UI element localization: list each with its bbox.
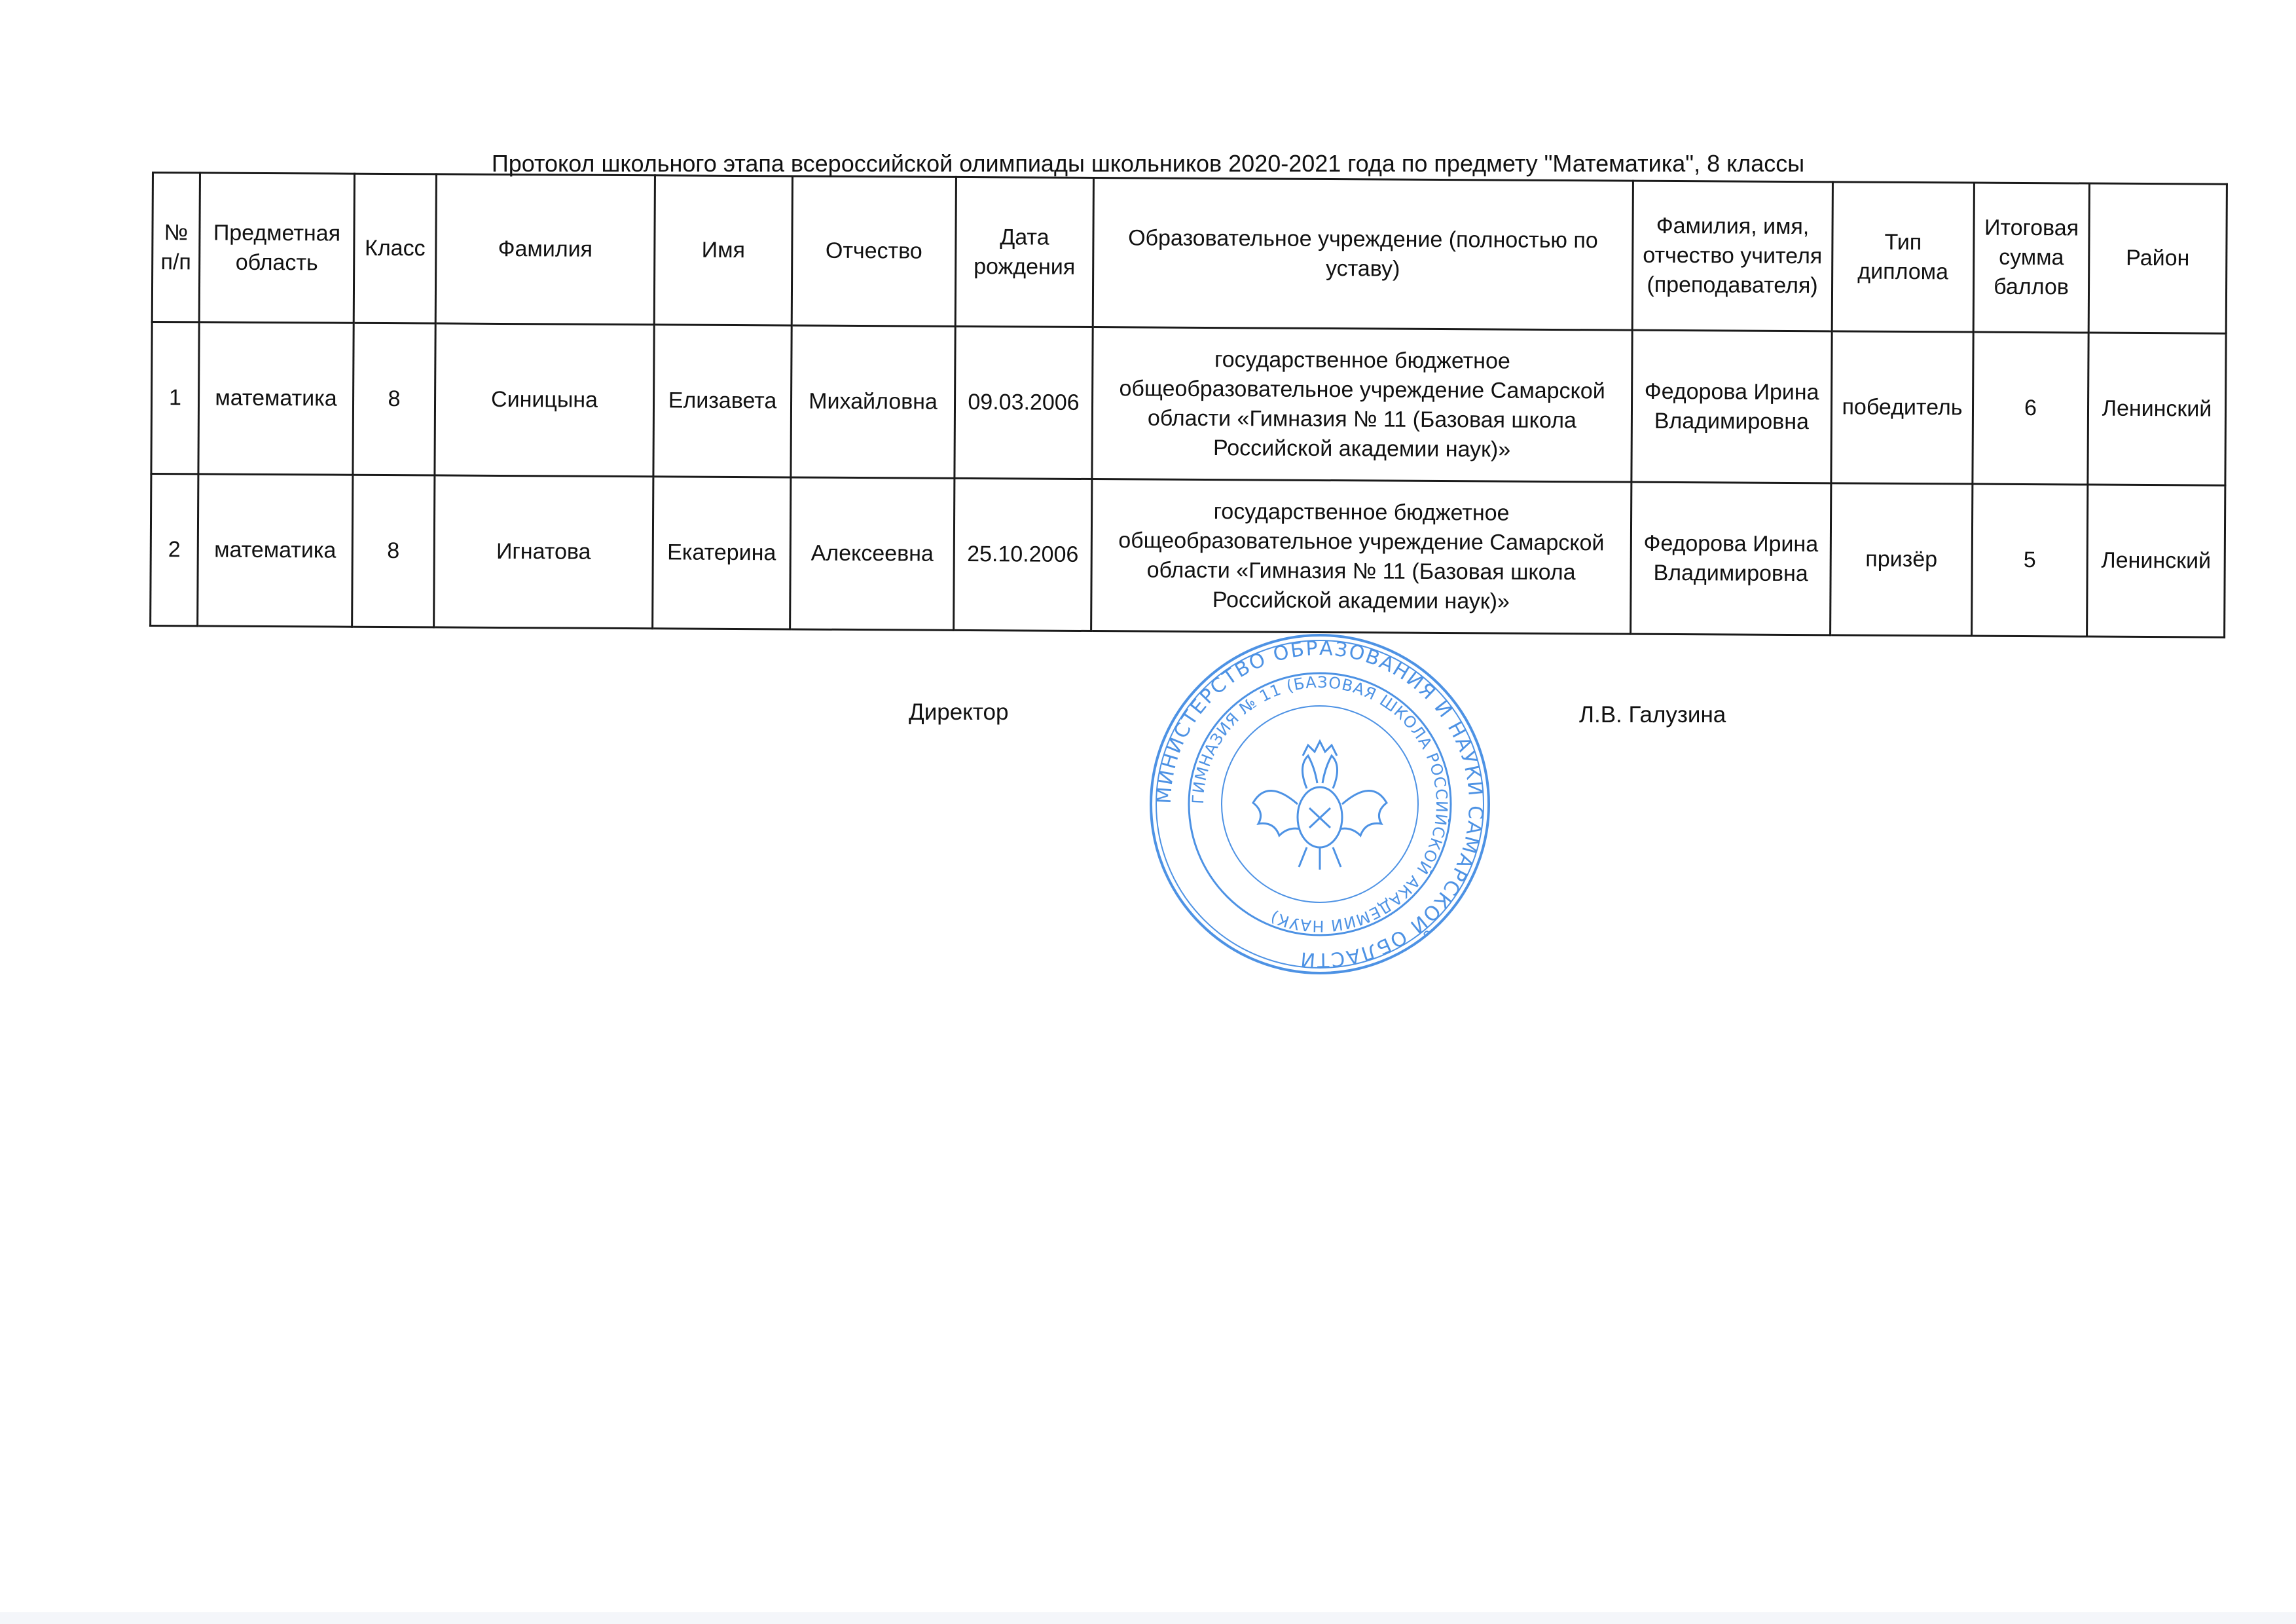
header-surname: Фамилия <box>435 174 655 325</box>
cell-district: Ленинский <box>2088 333 2226 485</box>
cell-grade: 8 <box>352 475 435 627</box>
header-patronymic: Отчество <box>792 176 956 326</box>
cell-score: 6 <box>1973 332 2088 485</box>
header-institution: Образовательное учреждение (полностью по уставу) <box>1093 178 1633 331</box>
table-row <box>151 322 2226 486</box>
cell-institution: государственное бюджетное общеобразовательное учреждение Самарской области «Гимназия № 11 (Базовая школа Российской академии наук)» <box>1092 327 1632 483</box>
cell-subject: математика <box>198 474 353 627</box>
cell-surname: Игнатова <box>434 475 653 629</box>
header-birth-date: Дата рождения <box>955 177 1093 327</box>
director-name: Л.В. Галузина <box>1579 702 1726 728</box>
header-district: Район <box>2088 183 2227 333</box>
cell-name: Елизавета <box>653 325 792 477</box>
cell-birth-date: 25.10.2006 <box>954 478 1092 631</box>
cell-score: 5 <box>1972 484 2088 637</box>
document-title: Протокол школьного этапа всероссийской олимпиады школьников 2020-2021 года по предмету "Математика", 8 классы <box>491 150 1805 177</box>
header-number: № п/п <box>152 173 200 322</box>
svg-text:ГИМНАЗИЯ № 11 (БАЗОВАЯ ШКОЛА Р <box>1189 673 1451 935</box>
cell-district: Ленинский <box>2087 485 2225 637</box>
cell-subject: математика <box>198 322 354 475</box>
header-teacher: Фамилия, имя, отчество учителя (преподавателя) <box>1632 181 1832 331</box>
header-diploma: Тип диплома <box>1832 182 1974 332</box>
header-subject: Предметная область <box>199 173 354 323</box>
cell-diploma: победитель <box>1831 331 1973 484</box>
cell-patronymic: Михайловна <box>791 325 955 478</box>
header-name: Имя <box>654 175 792 325</box>
table-row <box>151 474 2225 638</box>
stamp-outer-text: МИНИСТЕРСТВО ОБРАЗОВАНИЯ И НАУКИ САМАРСКОЙ ОБЛАСТИ <box>1152 637 1487 972</box>
cell-institution: государственное бюджетное общеобразовательное учреждение Самарской области «Гимназия № 11 (Базовая школа Российской академии наук)» <box>1091 479 1631 635</box>
cell-name: Екатерина <box>653 477 791 629</box>
header-grade: Класс <box>354 174 436 323</box>
cell-teacher: Федорова Ирина Владимировна <box>1631 482 1831 635</box>
director-label: Директор <box>909 699 1009 725</box>
scan-edge <box>0 1612 2296 1624</box>
cell-teacher: Федорова Ирина Владимировна <box>1631 330 1832 483</box>
cell-number: 1 <box>151 322 199 474</box>
cell-patronymic: Алексеевна <box>790 477 955 630</box>
cell-birth-date: 09.03.2006 <box>955 326 1093 479</box>
cell-diploma: призёр <box>1831 483 1973 636</box>
eagle-emblem-icon <box>1253 741 1387 870</box>
cell-grade: 8 <box>353 323 435 475</box>
header-score: Итоговая сумма баллов <box>1973 183 2089 333</box>
protocol-table <box>149 172 2228 638</box>
official-seal-stamp <box>1143 627 1497 981</box>
table-header-row <box>152 173 2227 334</box>
stamp-inner-text: ГИМНАЗИЯ № 11 (БАЗОВАЯ ШКОЛА РОССИЙСКОЙ АКАДЕМИИ НАУК) <box>1188 673 1451 936</box>
cell-number: 2 <box>151 474 198 626</box>
cell-surname: Синицына <box>435 323 654 477</box>
